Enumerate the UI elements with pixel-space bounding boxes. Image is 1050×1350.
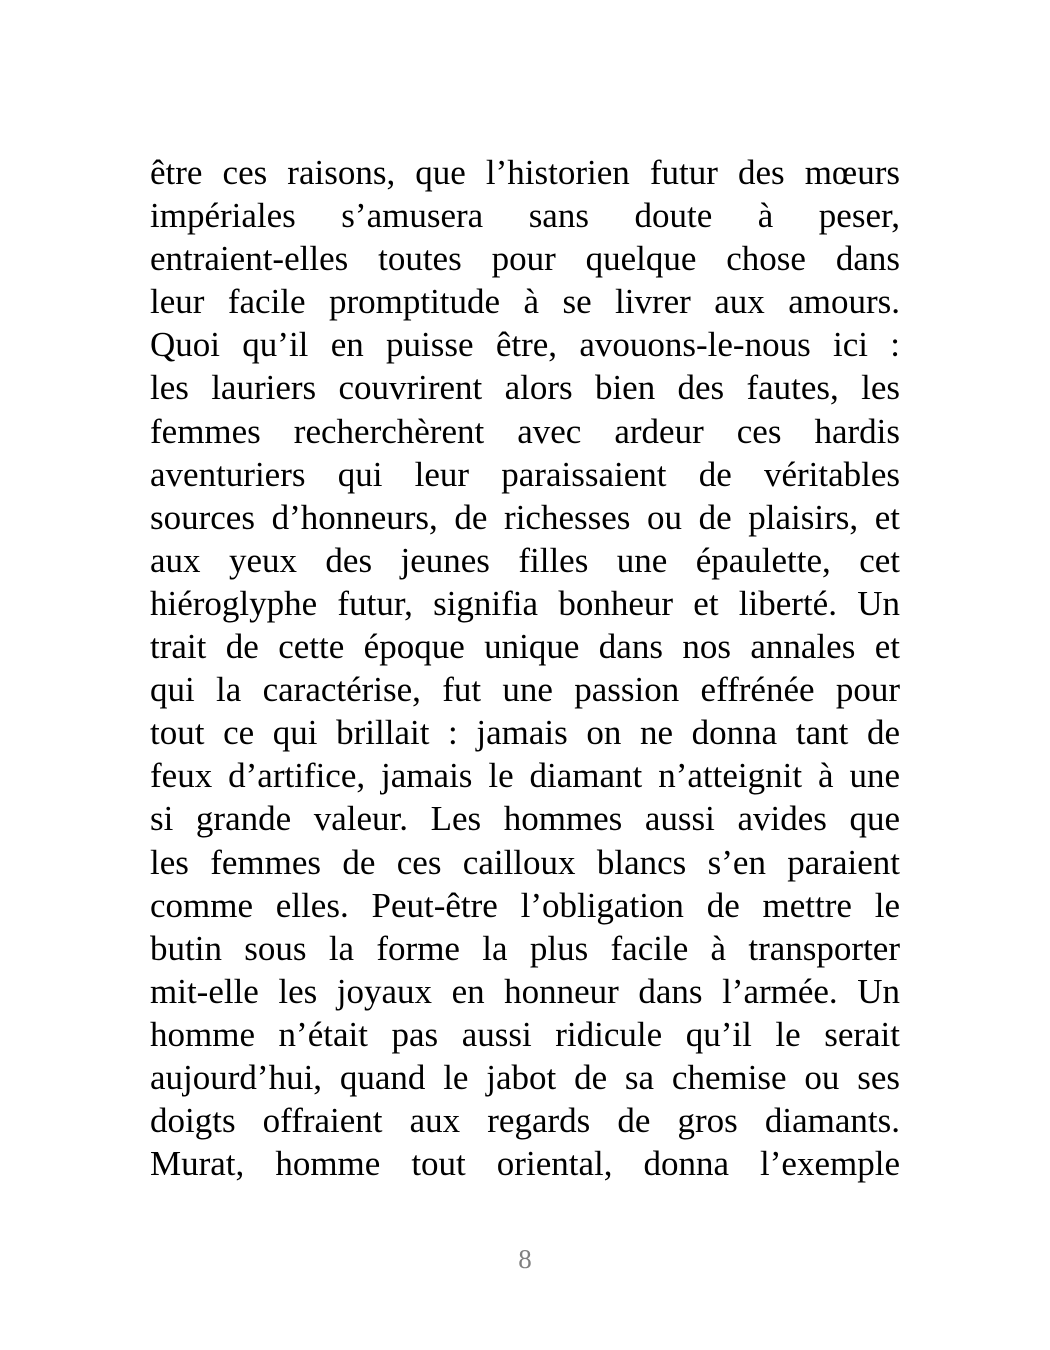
text-line: les lauriers couvrirent alors bien des fautes, les — [150, 368, 900, 408]
text-line: les femmes de ces cailloux blancs s’en paraient — [150, 842, 900, 882]
text-line: feux d’artifice, jamais le diamant n’atteignit à une — [150, 756, 900, 796]
text-line: impériales s’amusera sans doute à peser, — [150, 196, 900, 236]
text-line: être ces raisons, que l’historien futur des mœurs — [150, 153, 900, 192]
text-line: aventuriers qui leur paraissaient de véritables — [150, 454, 900, 494]
page-number: 8 — [518, 1244, 532, 1274]
text-line: aujourd’hui, quand le jabot de sa chemise ou ses — [150, 1057, 900, 1097]
text-line: leur facile promptitude à se livrer aux amours. — [150, 282, 900, 322]
text-line: butin sous la forme la plus facile à transporter — [150, 928, 900, 968]
text-line: entraient-elles toutes pour quelque chose dans — [150, 239, 900, 279]
text-line: Murat, homme tout oriental, donna l’exemple — [150, 1144, 900, 1184]
text-line: comme elles. Peut-être l’obligation de mettre le — [150, 885, 900, 925]
text-line: sources d’honneurs, de richesses ou de plaisirs, et — [150, 497, 900, 537]
text-line: homme n’était pas aussi ridicule qu’il le serait — [150, 1014, 900, 1054]
text-line: tout ce qui brillait : jamais on ne donna tant de — [150, 713, 900, 753]
text-line: femmes recherchèrent avec ardeur ces hardis — [150, 411, 900, 451]
text-line: trait de cette époque unique dans nos annales et — [150, 627, 900, 667]
text-line: doigts offraient aux regards de gros diamants. — [150, 1101, 900, 1141]
text-line: aux yeux des jeunes filles une épaulette, cet — [150, 540, 900, 580]
text-line: qui la caractérise, fut une passion effrénée pour — [150, 670, 900, 710]
text-line: si grande valeur. Les hommes aussi avides que — [150, 799, 900, 839]
text-line: mit-elle les joyaux en honneur dans l’armée. Un — [150, 971, 900, 1011]
text-line: hiéroglyphe futur, signifia bonheur et liberté. Un — [150, 583, 900, 623]
body-text — [150, 151, 900, 1185]
text-line: Quoi qu’il en puisse être, avouons-le-nous ici : — [150, 325, 900, 365]
